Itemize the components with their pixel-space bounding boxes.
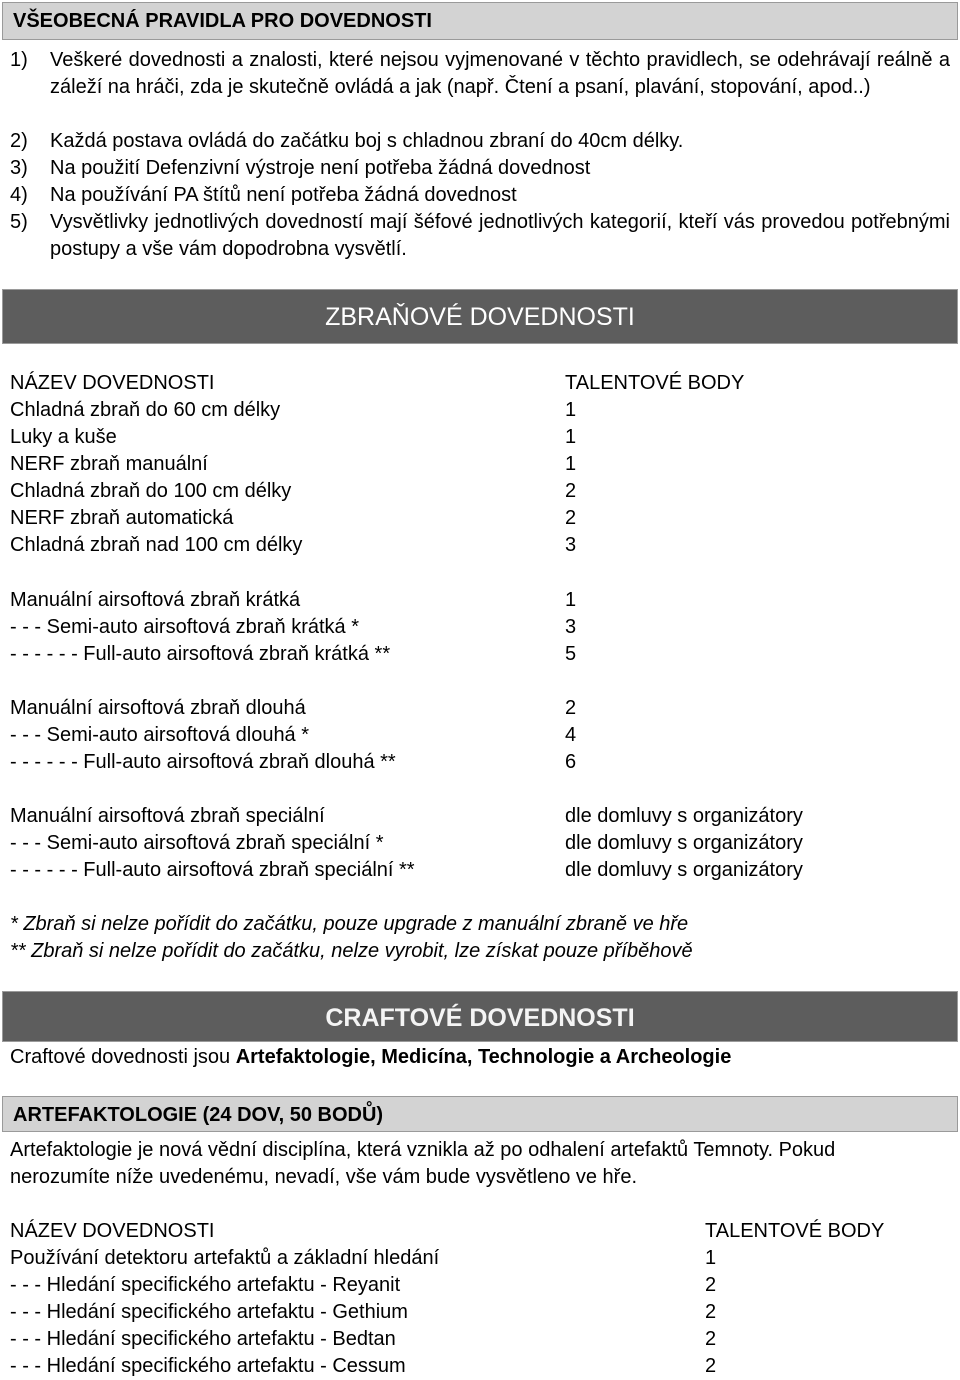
weapons-header-name: NÁZEV DOVEDNOSTI bbox=[10, 372, 215, 394]
artefact-heading: ARTEFAKTOLOGIE (24 DOV, 50 BODŮ) bbox=[2, 1096, 958, 1132]
skill-points: 1 bbox=[565, 426, 577, 448]
skill-points: 1 bbox=[565, 453, 577, 475]
rule-5 bbox=[10, 209, 950, 263]
skill-name: - - - Semi-auto airsoftová dlouhá * bbox=[10, 724, 310, 746]
rule-2 bbox=[10, 128, 950, 155]
skill-name: - - - Hledání specifického artefaktu - Reyanit bbox=[10, 1274, 401, 1296]
skill-name: - - - - - - Full-auto airsoftová zbraň krátká ** bbox=[10, 643, 391, 665]
skill-name: Chladná zbraň nad 100 cm délky bbox=[10, 534, 303, 556]
skill-name: - - - - - - Full-auto airsoftová zbraň dlouhá ** bbox=[10, 751, 396, 773]
skill-name: Chladná zbraň do 100 cm délky bbox=[10, 480, 292, 502]
rule-number: 3) bbox=[10, 157, 28, 179]
artefact-header-name: NÁZEV DOVEDNOSTI bbox=[10, 1220, 215, 1242]
weapons-header-points: TALENTOVÉ BODY bbox=[565, 372, 745, 394]
skill-points: 2 bbox=[705, 1301, 717, 1323]
skill-name: - - - - - - Full-auto airsoftová zbraň speciální ** bbox=[10, 859, 415, 881]
skill-points: 3 bbox=[565, 616, 577, 638]
craft-skills-heading: CRAFTOVÉ DOVEDNOSTI bbox=[2, 991, 958, 1042]
skill-points: 5 bbox=[565, 643, 577, 665]
skill-points: 3 bbox=[565, 534, 577, 556]
rule-number: 1) bbox=[10, 49, 28, 71]
skill-name: Manuální airsoftová zbraň krátká bbox=[10, 589, 301, 611]
skill-name: NERF zbraň automatická bbox=[10, 507, 234, 529]
footnote-double-asterisk: ** Zbraň si nelze pořídit do začátku, nelze vyrobit, lze získat pouze příběhově bbox=[10, 940, 693, 962]
skill-name: Chladná zbraň do 60 cm délky bbox=[10, 399, 281, 421]
artefact-description: Artefaktologie je nová vědní disciplína, která vznikla až po odhalení artefaktů Temnoty. Pokud nerozumíte níže uvedenému, nevadí, vše vám bude vysvětleno ve hře. bbox=[10, 1139, 836, 1188]
craft-intro bbox=[10, 1044, 731, 1071]
skill-points: 2 bbox=[565, 697, 577, 719]
craft-intro-text: Craftové dovednosti jsou bbox=[10, 1046, 236, 1068]
skill-name: Manuální airsoftová zbraň speciální bbox=[10, 805, 325, 827]
skill-points: 1 bbox=[565, 589, 577, 611]
skill-points: 2 bbox=[705, 1328, 717, 1350]
rule-1 bbox=[10, 47, 950, 101]
skill-points: 1 bbox=[565, 399, 577, 421]
rule-text: Každá postava ovládá do začátku boj s chladnou zbraní do 40cm délky. bbox=[50, 130, 684, 152]
rule-number: 5) bbox=[10, 211, 28, 233]
rule-text: Veškeré dovednosti a znalosti, které nejsou vyjmenované v těchto pravidlech, se odehrávají reálně a záleží na hráči, zda je skutečně ovládá a jak (např. Čtení a psaní, plavání, stopování, apod..) bbox=[50, 49, 950, 98]
skill-name: Luky a kuše bbox=[10, 426, 117, 448]
skill-points: dle domluvy s organizátory bbox=[565, 805, 803, 827]
skill-name: - - - Hledání specifického artefaktu - Cessum bbox=[10, 1355, 406, 1377]
skill-points: 2 bbox=[565, 480, 577, 502]
skill-points: 2 bbox=[705, 1355, 717, 1377]
craft-intro-categories: Artefaktologie, Medicína, Technologie a Archeologie bbox=[235, 1046, 732, 1068]
general-rules-heading: VŠEOBECNÁ PRAVIDLA PRO DOVEDNOSTI bbox=[2, 2, 958, 40]
skill-points: 6 bbox=[565, 751, 577, 773]
skill-points: 2 bbox=[705, 1274, 717, 1296]
skill-name: - - - Semi-auto airsoftová zbraň krátká * bbox=[10, 616, 360, 638]
rule-text: Na používání PA štítů není potřeba žádná dovednost bbox=[50, 184, 517, 206]
skill-points: 2 bbox=[565, 507, 577, 529]
rule-3 bbox=[10, 155, 950, 182]
artefact-header-points: TALENTOVÉ BODY bbox=[705, 1220, 885, 1242]
skill-points: 1 bbox=[705, 1247, 717, 1269]
rule-number: 2) bbox=[10, 130, 28, 152]
footnote-single-asterisk: * Zbraň si nelze pořídit do začátku, pouze upgrade z manuální zbraně ve hře bbox=[10, 913, 689, 935]
skill-points: 4 bbox=[565, 724, 577, 746]
weapon-skills-heading: ZBRAŇOVÉ DOVEDNOSTI bbox=[2, 289, 958, 344]
rule-text: Na použití Defenzivní výstroje není potřeba žádná dovednost bbox=[50, 157, 591, 179]
skill-name: Manuální airsoftová zbraň dlouhá bbox=[10, 697, 306, 719]
skill-name: - - - Semi-auto airsoftová zbraň speciální * bbox=[10, 832, 384, 854]
skill-name: - - - Hledání specifického artefaktu - Bedtan bbox=[10, 1328, 396, 1350]
skill-name: - - - Hledání specifického artefaktu - Gethium bbox=[10, 1301, 408, 1323]
rule-4 bbox=[10, 182, 950, 209]
rule-number: 4) bbox=[10, 184, 28, 206]
skill-points: dle domluvy s organizátory bbox=[565, 859, 803, 881]
skill-name: Používání detektoru artefaktů a základní hledání bbox=[10, 1247, 440, 1269]
skill-points: dle domluvy s organizátory bbox=[565, 832, 803, 854]
rule-text: Vysvětlivky jednotlivých dovedností mají šéfové jednotlivých kategorií, kteří vás provedou potřebnými postupy a vše vám dopodrobna vysvětlí. bbox=[50, 211, 950, 260]
skill-name: NERF zbraň manuální bbox=[10, 453, 208, 475]
